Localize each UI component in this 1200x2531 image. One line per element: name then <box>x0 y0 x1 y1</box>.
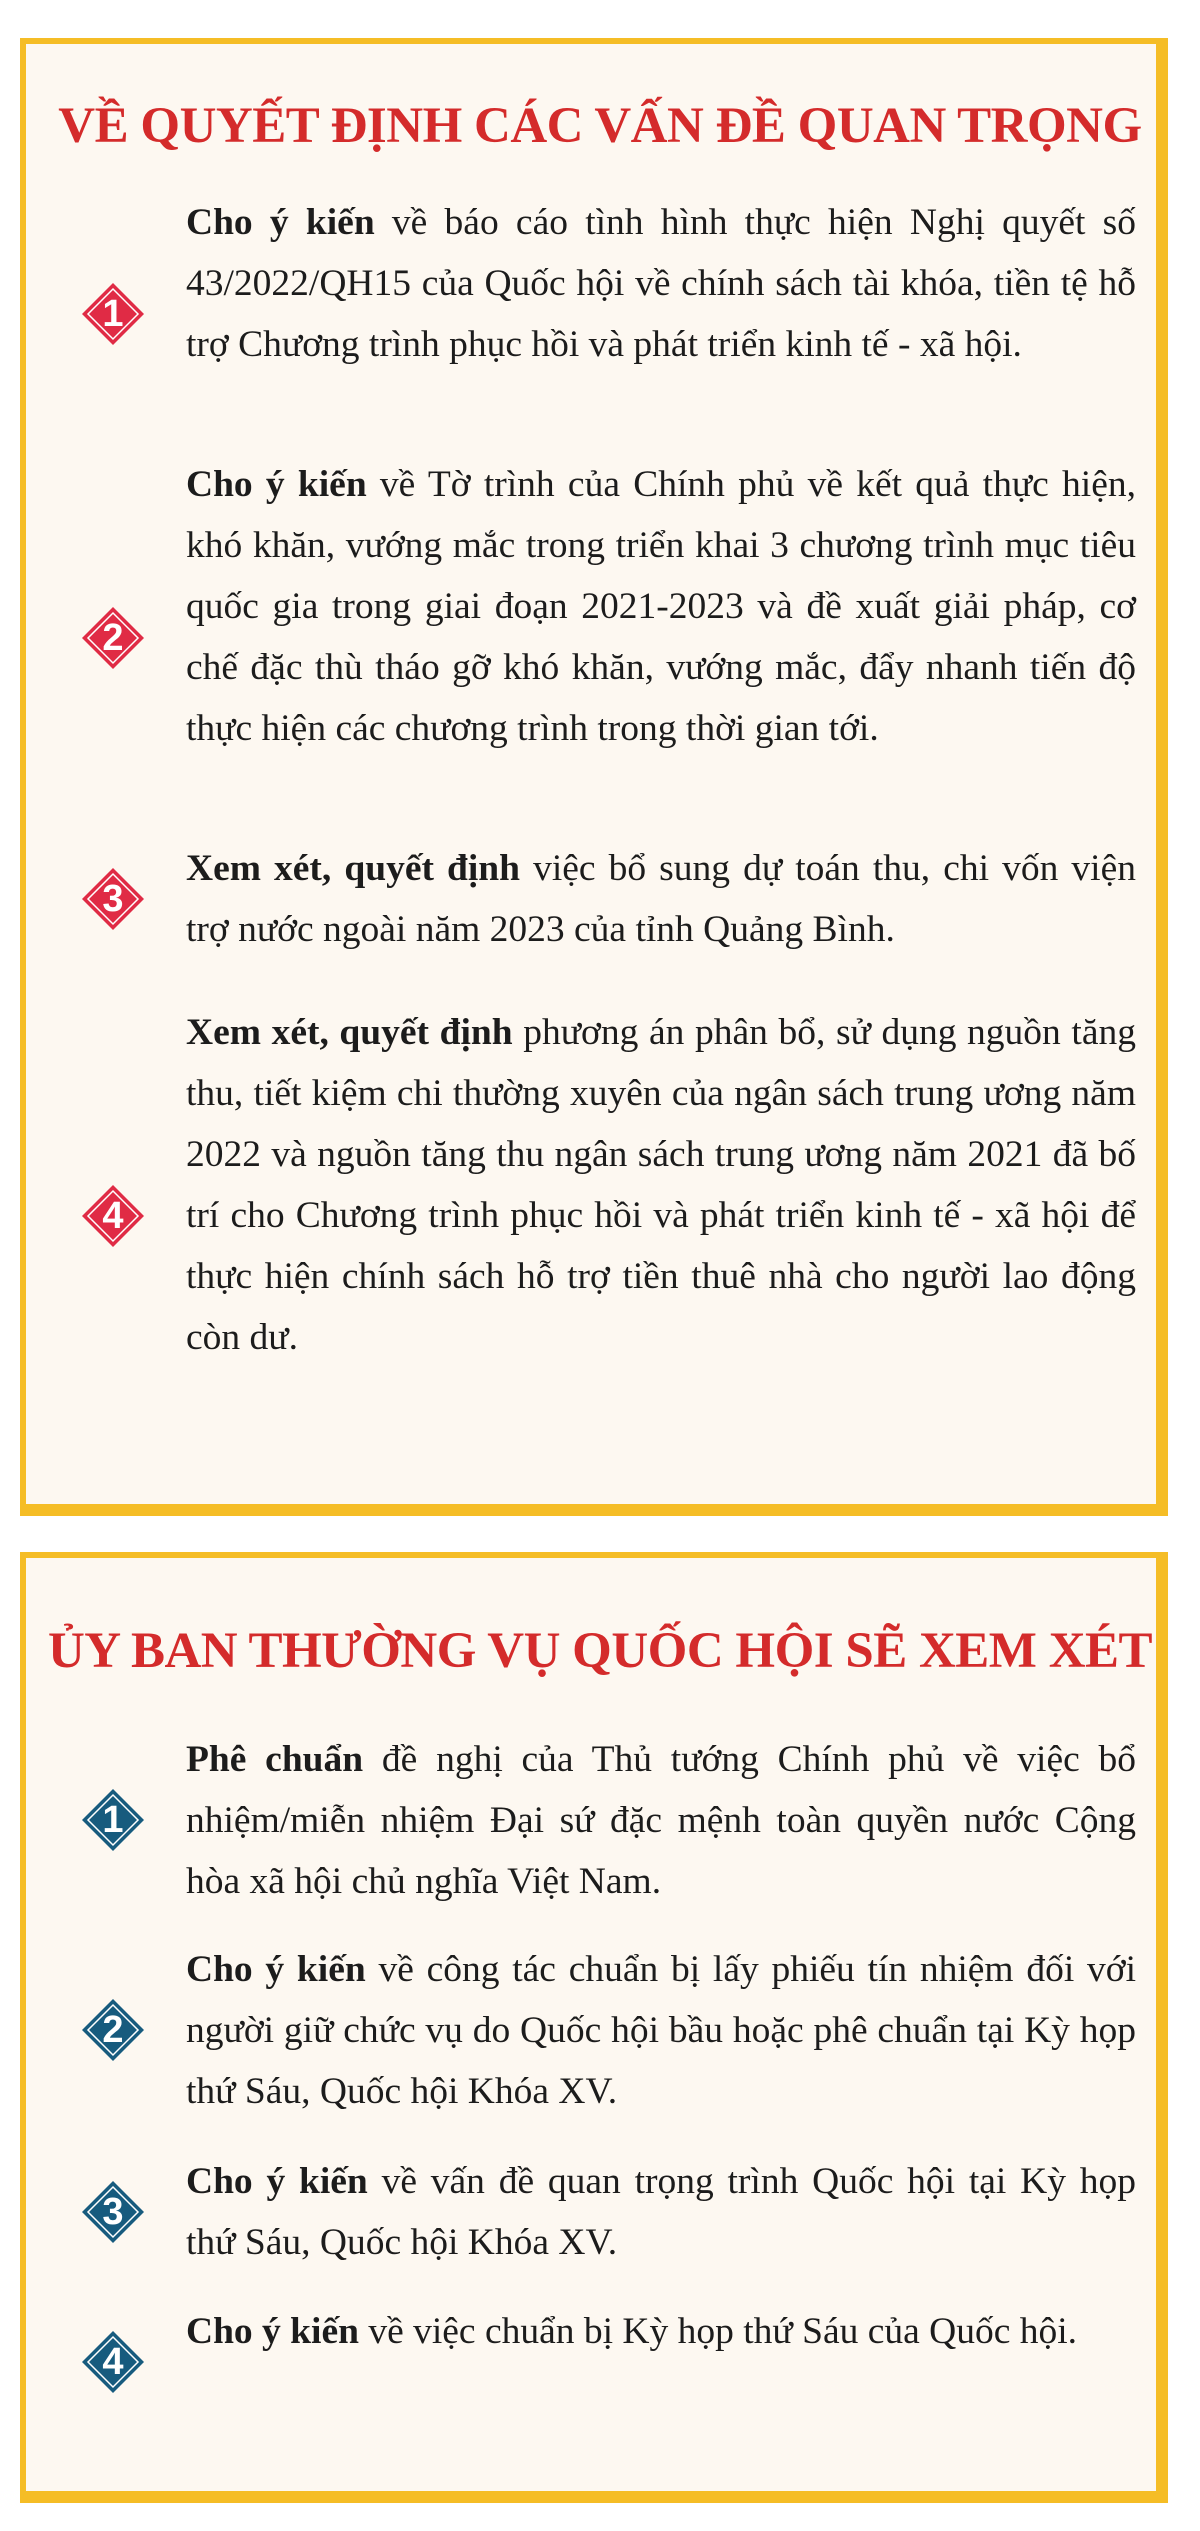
item-text <box>186 1729 1136 1912</box>
item-number: 2 <box>102 617 124 659</box>
red-diamond-icon <box>79 604 147 672</box>
item-body: về công tác chuẩn bị lấy phiếu tín nhiệm đối với người giữ chức vụ do Quốc hội bầu hoặc phê chuẩn tại Kỳ họp thứ Sáu, Quốc hội Khóa XV. <box>186 1949 1136 2112</box>
item-text <box>186 838 1136 960</box>
item-lead: Phê chuẩn <box>186 1739 364 1780</box>
item-text <box>186 2151 1136 2273</box>
item-text <box>186 1002 1136 1368</box>
item-number: 2 <box>102 2009 124 2051</box>
red-diamond-icon <box>79 1182 147 1250</box>
section-title: VỀ QUYẾT ĐỊNH CÁC VẤN ĐỀ QUAN TRỌNG <box>58 98 1142 154</box>
blue-diamond-icon <box>79 2178 147 2246</box>
item-body: về việc chuẩn bị Kỳ họp thứ Sáu của Quốc hội. <box>358 2311 1078 2352</box>
section-standing-committee <box>20 1552 1168 2503</box>
item-lead: Cho ý kiến <box>186 1949 366 1990</box>
item-number: 4 <box>102 2341 124 2383</box>
item-number: 4 <box>102 1195 124 1237</box>
item-body: đề nghị của Thủ tướng Chính phủ về việc bổ nhiệm/miễn nhiệm Đại sứ đặc mệnh toàn quyền nước Cộng hòa xã hội chủ nghĩa Việt Nam. <box>186 1739 1136 1902</box>
item-number: 1 <box>102 293 124 335</box>
item-number: 3 <box>102 2191 124 2233</box>
red-diamond-icon <box>79 865 147 933</box>
item-text <box>186 454 1136 759</box>
section-important-matters <box>20 38 1168 1516</box>
item-text <box>186 1939 1136 2122</box>
blue-diamond-icon <box>79 1996 147 2064</box>
item-number: 1 <box>102 1799 124 1841</box>
item-lead: Cho ý kiến <box>186 464 367 505</box>
item-body: việc bổ sung dự toán thu, chi vốn viện trợ nước ngoài năm 2023 của tỉnh Quảng Bình. <box>186 848 1136 950</box>
item-body: về Tờ trình của Chính phủ về kết quả thực hiện, khó khăn, vướng mắc trong triển khai 3 chương trình mục tiêu quốc gia trong giai đoạn 2021-2023 và đề xuất giải pháp, cơ chế đặc thù tháo gỡ khó khăn, vướng mắc, đẩy nhanh tiến độ thực hiện các chương trình trong thời gian tới. <box>186 464 1136 749</box>
item-body: phương án phân bổ, sử dụng nguồn tăng thu, tiết kiệm chi thường xuyên của ngân sách trung ương năm 2022 và nguồn tăng thu ngân sách trung ương năm 2021 đã bố trí cho Chương trình phục hồi và phát triển kinh tế - xã hội để thực hiện chính sách hỗ trợ tiền thuê nhà cho người lao động còn dư. <box>186 1012 1136 1358</box>
item-lead: Cho ý kiến <box>186 2161 368 2202</box>
item-text <box>186 2301 1136 2362</box>
item-lead: Xem xét, quyết định <box>186 848 521 889</box>
section-title: ỦY BAN THƯỜNG VỤ QUỐC HỘI SẼ XEM XÉT <box>47 1623 1153 1679</box>
item-lead: Xem xét, quyết định <box>186 1012 513 1053</box>
item-lead: Cho ý kiến <box>186 202 375 243</box>
item-number: 3 <box>102 878 124 920</box>
red-diamond-icon <box>79 280 147 348</box>
blue-diamond-icon <box>79 2328 147 2396</box>
blue-diamond-icon <box>79 1786 147 1854</box>
item-lead: Cho ý kiến <box>186 2311 359 2352</box>
item-text <box>186 192 1136 375</box>
item-body: về báo cáo tình hình thực hiện Nghị quyết số 43/2022/QH15 của Quốc hội về chính sách tài khóa, tiền tệ hỗ trợ Chương trình phục hồi và phát triển kinh tế - xã hội. <box>186 202 1136 365</box>
item-body: về vấn đề quan trọng trình Quốc hội tại Kỳ họp thứ Sáu, Quốc hội Khóa XV. <box>186 2161 1136 2263</box>
